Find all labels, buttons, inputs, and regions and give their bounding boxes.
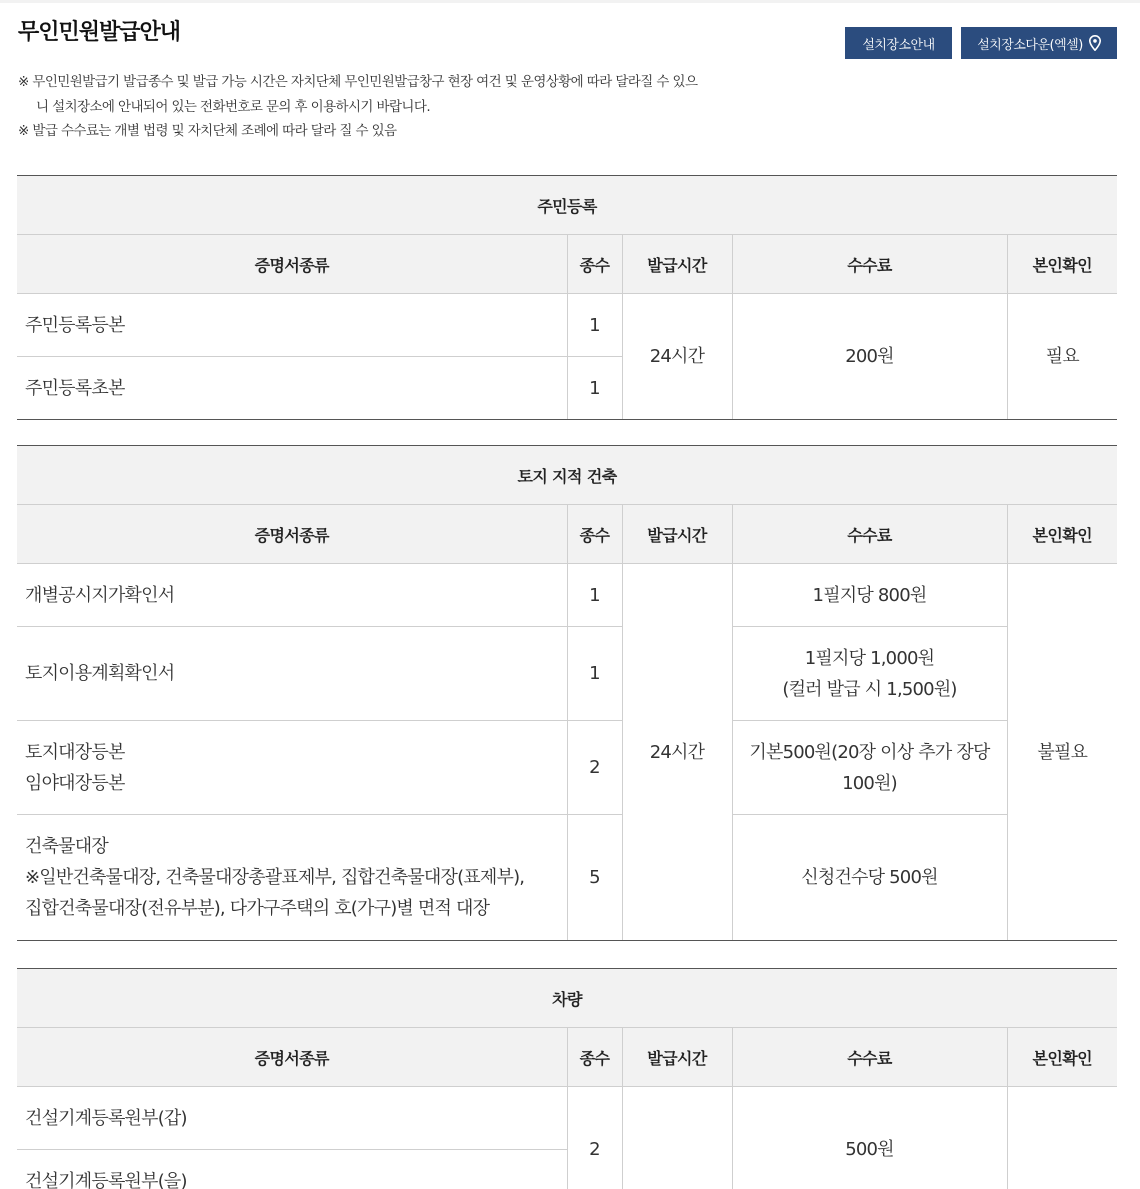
land-building-table [17, 445, 1117, 941]
column-header-cert-type: 증명서종류 [17, 235, 567, 294]
resident-registration-table [17, 175, 1117, 420]
column-header-id-check: 본인확인 [1007, 505, 1117, 564]
cert-name-line: 임야대장등본 [25, 772, 125, 794]
cert-name: 주민등록초본 [17, 357, 567, 420]
table-row [17, 627, 1117, 721]
fee: 200원 [732, 294, 1007, 420]
column-header-fee: 수수료 [732, 235, 1007, 294]
notice-line: ※ 무인민원발급기 발급종수 및 발급 가능 시간은 자치단체 무인민원발급창구 현장 여건 및 운영상황에 따라 달라질 수 있으 [18, 74, 698, 90]
fee: 1필지당 800원 [732, 564, 1007, 627]
table-row [17, 564, 1117, 627]
id-check: 불필요 [1007, 564, 1117, 941]
cert-count: 1 [567, 294, 622, 357]
notice-line: ※ 발급 수수료는 개별 법령 및 자치단체 조례에 따라 달라 질 수 있음 [18, 123, 397, 139]
cert-name [17, 815, 567, 941]
fee [732, 627, 1007, 721]
location-download-label: 설치장소다운(엑셀) [977, 37, 1083, 53]
vehicle-table [17, 968, 1117, 1189]
issue-time [622, 1087, 732, 1189]
table-row [17, 815, 1117, 941]
cert-name-line: ※일반건축물대장, 건축물대장총괄표제부, 집합건축물대장(표제부), [25, 867, 525, 888]
cert-name: 토지이용계획확인서 [17, 627, 567, 721]
cert-count: 2 [567, 721, 622, 815]
column-header-issue-time: 발급시간 [622, 505, 732, 564]
fee: 500원 [732, 1087, 1007, 1189]
cert-count: 1 [567, 627, 622, 721]
cert-count: 2 [567, 1087, 622, 1189]
column-header-fee: 수수료 [732, 1028, 1007, 1087]
section-title: 주민등록 [17, 176, 1117, 235]
cert-name [17, 721, 567, 815]
top-border [0, 0, 1140, 3]
column-header-cert-type: 증명서종류 [17, 1028, 567, 1087]
fee-line: 1필지당 1,000원 [804, 647, 935, 669]
column-header-count: 종수 [567, 505, 622, 564]
column-header-issue-time: 발급시간 [622, 235, 732, 294]
column-header-fee: 수수료 [732, 505, 1007, 564]
column-header-issue-time: 발급시간 [622, 1028, 732, 1087]
fee-line: 100원) [842, 772, 897, 794]
cert-name: 건설기계등록원부(갑) [17, 1087, 567, 1150]
id-check [1007, 1087, 1117, 1189]
fee [732, 721, 1007, 815]
cert-name: 건설기계등록원부(을) [17, 1150, 567, 1189]
column-header-id-check: 본인확인 [1007, 1028, 1117, 1087]
map-pin-icon [1089, 35, 1101, 51]
cert-count: 1 [567, 357, 622, 420]
table-row [17, 294, 1117, 357]
fee-line: 기본500원(20장 이상 추가 장당 [749, 741, 990, 763]
cert-name-line: 건축물대장 [25, 836, 108, 857]
location-info-button[interactable] [845, 27, 952, 59]
issue-time: 24시간 [622, 294, 732, 420]
cert-name: 주민등록등본 [17, 294, 567, 357]
id-check: 필요 [1007, 294, 1117, 420]
cert-name-line: 집합건축물대장(전유부분), 다가구주택의 호(가구)별 면적 대장 [25, 898, 490, 919]
column-header-cert-type: 증명서종류 [17, 505, 567, 564]
section-title: 토지 지적 건축 [17, 446, 1117, 505]
issue-time: 24시간 [622, 564, 732, 941]
section-title: 차량 [17, 969, 1117, 1028]
cert-name-line: 토지대장등본 [25, 741, 125, 763]
column-header-count: 종수 [567, 1028, 622, 1087]
notice-line: 니 설치장소에 안내되어 있는 전화번호로 문의 후 이용하시기 바랍니다. [36, 98, 431, 115]
column-header-count: 종수 [567, 235, 622, 294]
location-download-button[interactable] [961, 27, 1117, 59]
cert-name: 개별공시지가확인서 [17, 564, 567, 627]
fee: 신청건수당 500원 [732, 815, 1007, 941]
page-title: 무인민원발급안내 [18, 20, 181, 45]
notice-text [18, 70, 697, 144]
location-info-label: 설치장소안내 [862, 37, 935, 53]
fee-line: (컬러 발급 시 1,500원) [782, 678, 957, 700]
cert-count: 5 [567, 815, 622, 941]
table-row [17, 1087, 1117, 1150]
cert-count: 1 [567, 564, 622, 627]
table-row [17, 721, 1117, 815]
column-header-id-check: 본인확인 [1007, 235, 1117, 294]
